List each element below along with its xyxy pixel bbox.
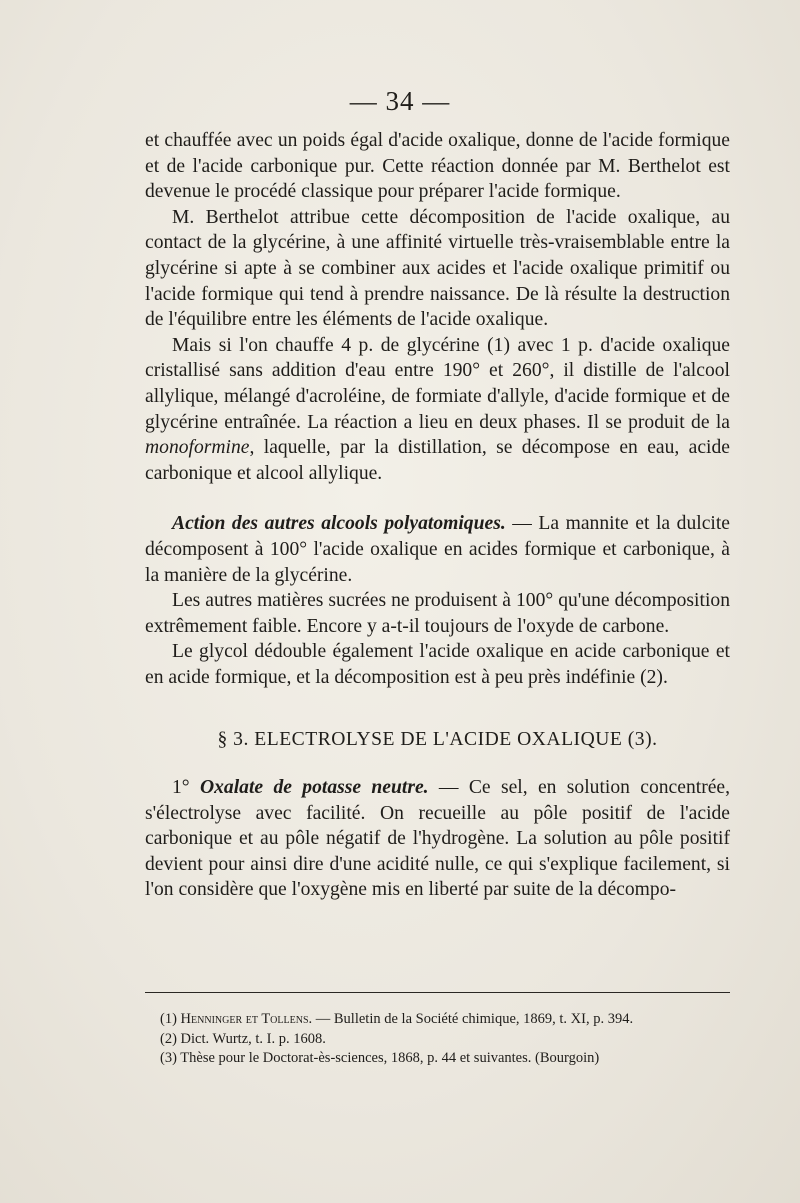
- monoformine-term: monoformine: [145, 437, 250, 459]
- paragraph-3-text-b: , laquelle, par la distillation, se décompose en eau, acide carbonique et alcool allylique.: [145, 437, 730, 484]
- footnote-3: (3) Thèse pour le Doctorat-ès-sciences, 1868, p. 44 et suivantes. (Bourgoin): [160, 1050, 600, 1066]
- paragraph-5: Les autres matières sucrées ne produisent à 100° qu'une décomposition extrêmement faible. Encore y a-t-il toujours de l'oxyde de carbone.: [145, 590, 730, 637]
- page-number: — 34 —: [349, 86, 451, 116]
- paragraph-7-text: — Ce sel, en solution concentrée, s'électrolyse avec facilité. On recueille au pôle positif de l'acide carbonique et au pôle négatif de l'hydrogène. La solution au pôle positif devient pour ainsi dire d'une acidité nulle, ce qui s'explique facilement, si l'on considère que l'oxygène mis en liberté par suite de la décompo-: [145, 777, 731, 901]
- paragraph-4-text: — La mannite et la dulcite décomposent à 100° l'acide oxalique en acides formique et carbonique, à la manière de la glycérine.: [145, 513, 730, 586]
- footnotes: [160, 1010, 740, 1069]
- paragraph-6: Le glycol dédouble également l'acide oxalique en acide carbonique et en acide formique, et la décomposition est à peu près indéfinie (2).: [145, 641, 730, 688]
- section-heading: § 3. ELECTROLYSE DE L'ACIDE OXALIQUE (3).: [217, 729, 658, 751]
- paragraph-2: M. Berthelot attribue cette décomposition de l'acide oxalique, au contact de la glycérine, à une affinité virtuelle très-vraisemblable entre la glycérine si apte à se combiner aux acides et l'acide oxalique primitif ou l'acide formique qui tend à prendre naissance. De là résulte la destruction de l'équilibre entre les éléments de l'acide oxalique.: [145, 206, 730, 331]
- body-text: [145, 128, 730, 903]
- paragraph-3: [145, 333, 730, 487]
- paragraph-1: et chauffée avec un poids égal d'acide oxalique, donne de l'acide formique et de l'acide carbonique pur. Cette réaction donnée par M. Berthelot est devenue le procédé classique pour préparer l'acide formique.: [145, 130, 730, 203]
- paragraph-7-number: 1°: [172, 777, 200, 799]
- paragraph-4-title: Action des autres alcools polyatomiques.: [172, 513, 506, 535]
- footnote-1-text: — Bulletin de la Société chimique, 1869, t. XI, p. 394.: [312, 1011, 634, 1027]
- paragraph-7-title: Oxalate de potasse neutre.: [199, 777, 429, 799]
- footnote-1-mark: (1): [160, 1011, 181, 1027]
- paragraph-4: [145, 511, 730, 588]
- footnote-1: [160, 1010, 740, 1030]
- footnote-divider: [145, 992, 730, 993]
- paragraph-7: [145, 775, 730, 903]
- footnote-1-authors: Henninger et Tollens.: [180, 1011, 313, 1027]
- paragraph-3-text-a: Mais si l'on chauffe 4 p. de glycérine (1) avec 1 p. d'acide oxalique cristallisé sans addition d'eau entre 190° et 260°, il distille de l'alcool allylique, mélangé d'acroléine, de formiate d'allyle, d'acide formique et de glycérine entraînée. La réaction a lieu en deux phases. Il se produit de la: [145, 334, 730, 433]
- footnote-2: (2) Dict. Wurtz, t. I. p. 1608.: [160, 1030, 326, 1047]
